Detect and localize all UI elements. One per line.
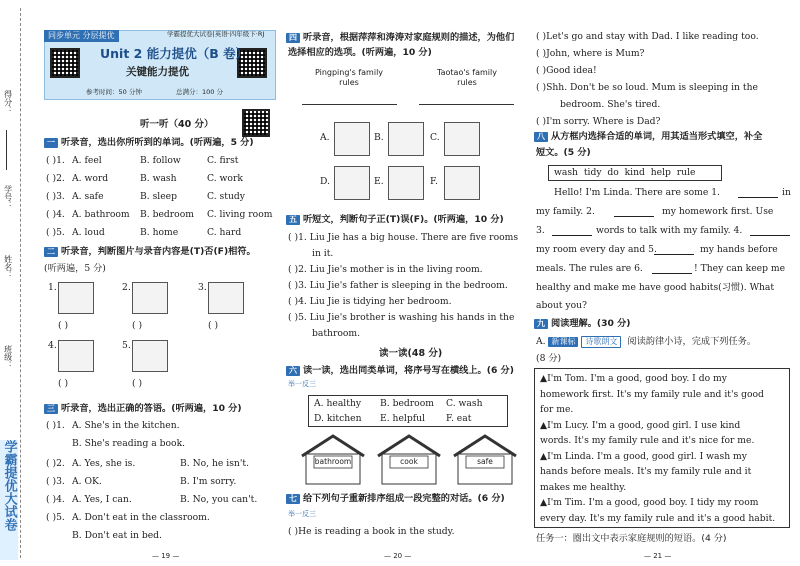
q6-house-label: bathroom <box>314 457 352 466</box>
page-19 <box>42 0 280 566</box>
q6-heading: 六 读一读，选出同类单词，将序号写在横线上。(6 分) <box>286 365 514 376</box>
q1-option-b: B. bedroom <box>140 209 194 220</box>
q1-option-c: C. work <box>207 173 243 184</box>
q1-heading: 一 听录音，选出你所听到的单词。(听两遍，5 分) <box>44 137 254 148</box>
poem-line: makes me healthy. <box>540 481 627 493</box>
q2-picture <box>58 282 94 314</box>
q3-option-a: A. Yes, I can. <box>72 494 132 505</box>
page-number-19: — 19 — <box>152 552 180 560</box>
q3-option-a: A. Don't eat in the classroom. <box>72 512 210 523</box>
q6-word: F. eat <box>446 413 472 424</box>
q3-row-num: ( )3. <box>46 476 65 487</box>
q1-option-a: A. loud <box>72 227 105 238</box>
q4-heading: 四 听录音，根据萍萍和涛涛对家庭规则的描述，为他们 <box>286 32 514 43</box>
listen-section-title: 听一听（40 分） <box>140 119 214 130</box>
q1-row-num: ( )4. <box>46 209 65 220</box>
q9a-score: (8 分) <box>536 353 562 364</box>
poem-line: words. It's my family rule and it's nice for me. <box>540 435 755 446</box>
q7-row: ( )I'm sorry. Where is Dad? <box>536 116 661 127</box>
brand-vertical: 学霸提优大试卷 <box>1 440 17 531</box>
q8-line-4-end: my hands before <box>700 244 778 255</box>
q8-blank-2[interactable] <box>614 216 654 217</box>
q8-line-1: Hello! I'm Linda. There are some 1. <box>554 187 720 198</box>
name-label: 姓名： <box>3 255 13 279</box>
q2-note: (听两遍，5 分) <box>44 263 106 274</box>
header-tag: 同步单元 分层提优 <box>44 30 119 42</box>
page-number-20: — 20 — <box>384 552 412 560</box>
q1-option-b: B. follow <box>140 155 181 166</box>
q2-picture <box>132 282 168 314</box>
q3-option-b: B. No, he isn't. <box>180 458 249 469</box>
q6-word: C. wash <box>446 398 483 409</box>
q1-option-c: C. first <box>207 155 239 166</box>
q4-option-picture <box>388 122 424 156</box>
q5-row: bathroom. <box>312 328 361 339</box>
q8-line-5-end: ! They can keep me <box>694 263 786 274</box>
q7-row: ( )John, where is Mum? <box>536 48 645 59</box>
q8-line-6: healthy and make me have good habits(习惯). What <box>536 282 775 293</box>
poem-line: ▲I'm Tom. I'm a good, good boy. I do my <box>540 373 727 384</box>
q7-heading: 七 给下列句子重新排序组成一段完整的对话。(6 分) <box>286 493 505 504</box>
read-section-title: 读一读(48 分) <box>379 348 443 359</box>
q1-option-b: B. sleep <box>140 191 178 202</box>
poem-line: every day. It's my family rule and it's a good habit. <box>540 512 776 524</box>
q5-row: ( )5. Liu Jie's brother is washing his hands in the <box>288 312 515 323</box>
q6-house-label: cook <box>400 457 418 466</box>
q3-row-num: ( )2. <box>46 458 65 469</box>
q1-option-a: A. bathroom <box>72 209 130 220</box>
q8-line-2-end: my homework first. Use <box>662 206 774 217</box>
page-number-21: — 21 — <box>644 552 672 560</box>
q7-tag: 举一反三 <box>288 510 316 518</box>
q4-option-picture <box>388 166 424 200</box>
q8-heading: 八 从方框内选择合适的单词，用其适当形式填空，补全 <box>534 131 762 142</box>
q2-answer-bracket[interactable]: ( ) <box>208 320 219 331</box>
q2-picture <box>208 282 244 314</box>
poem-line: for me. <box>540 404 574 415</box>
poem-line: ▲I'm Linda. I'm a good, good girl. I wash my <box>540 450 747 462</box>
score-note: 总满分：100 分 <box>176 88 223 96</box>
q3-option-a: A. She's in the kitchen. <box>72 420 180 431</box>
q3-row-num: ( )1. <box>46 420 65 431</box>
poem-line: ▲I'm Tim. I'm a good, good boy. I tidy my room <box>540 497 759 508</box>
q2-picture-label: 2. <box>122 282 131 293</box>
q7-row-1: ( )He is reading a book in the study. <box>288 526 455 537</box>
subtitle: 关键能力提优 <box>126 66 189 78</box>
page-20 <box>284 0 524 566</box>
q8-line-1-end: in <box>782 187 791 198</box>
q4-option-label: A. <box>320 132 330 143</box>
q6-tag: 举一反三 <box>288 380 316 388</box>
q8-blank-4[interactable] <box>750 235 790 236</box>
q8-line-2: my family. 2. <box>536 206 595 217</box>
q2-answer-bracket[interactable]: ( ) <box>132 378 143 389</box>
q2-picture-label: 3. <box>198 282 207 293</box>
q1-option-c: C. study <box>207 191 245 202</box>
q4-heading-2: 选择相应的选项。(听两遍，10 分) <box>288 47 432 58</box>
q2-heading: 二 听录音，判断图片与录音内容是(T)否(F)相符。 <box>44 246 256 257</box>
q3-heading: 三 听录音，选出正确的答语。(听两遍，10 分) <box>44 403 242 414</box>
q4-option-label: F. <box>430 176 438 187</box>
q2-answer-bracket[interactable]: ( ) <box>58 320 69 331</box>
q2-picture-label: 1. <box>48 282 57 293</box>
q3-option-b: B. No, you can't. <box>180 494 258 505</box>
q6-word: A. healthy <box>314 398 362 409</box>
page-21 <box>532 0 794 566</box>
q4-option-label: E. <box>374 176 384 187</box>
q1-option-a: A. word <box>72 173 109 184</box>
q8-blank-3[interactable] <box>552 235 592 236</box>
q8-line-3: 3. <box>536 225 545 236</box>
q6-word: D. kitchen <box>314 413 362 424</box>
q8-line-7: about you? <box>536 300 587 311</box>
q1-option-a: A. feel <box>72 155 102 166</box>
q4-option-picture <box>334 122 370 156</box>
q8-blank-6[interactable] <box>652 273 692 274</box>
q7-row: ( )Shh. Don't be so loud. Mum is sleeping in the <box>536 82 758 93</box>
q3-row-num: ( )5. <box>46 512 65 523</box>
q1-row-num: ( )5. <box>46 227 65 238</box>
q8-line-5: meals. The rules are 6. <box>536 263 643 274</box>
score-label: 得分： <box>3 90 13 114</box>
q4-option-picture <box>444 122 480 156</box>
q4-option-picture <box>334 166 370 200</box>
class-label: 班级： <box>3 345 13 369</box>
q7-row: ( )Let's go and stay with Dad. I like reading too. <box>536 31 759 42</box>
pingping-rules-label: Pingping's family rules <box>314 68 384 87</box>
q5-row: in it. <box>312 248 334 259</box>
q1-option-c: C. living room <box>207 209 273 220</box>
unit-title: Unit 2 能力提优（B 卷） <box>100 46 249 61</box>
q1-option-c: C. hard <box>207 227 242 238</box>
q9a-line: A. 新课标 诗歌朗文 阅读韵律小诗，完成下列任务。 <box>536 336 757 347</box>
q1-row-num: ( )1. <box>46 155 65 166</box>
q2-picture <box>132 340 168 372</box>
poem-line: homework first. It's my family rule and it's good <box>540 388 764 400</box>
cut-line <box>20 8 21 558</box>
q3-option-a: A. Yes, she is. <box>72 458 136 469</box>
q9-heading: 九 阅读理解。(30 分) <box>534 318 631 329</box>
q3-option-b: B. She's reading a book. <box>72 438 186 449</box>
q2-answer-bracket[interactable]: ( ) <box>58 378 69 389</box>
q4-option-picture <box>444 166 480 200</box>
taotao-rules-label: Taotao's family rules <box>437 68 497 87</box>
q2-answer-bracket[interactable]: ( ) <box>132 320 143 331</box>
q6-house-label: safe <box>477 457 493 466</box>
q8-line-3-end: words to talk with my family. 4. <box>596 225 743 236</box>
q7-row: bedroom. She's tired. <box>560 99 661 110</box>
q5-heading: 五 听短文，判断句子正(T)误(F)。(听两遍，10 分) <box>286 214 504 225</box>
q9-task-1: 任务一：圈出文中表示家庭规则的短语。(4 分) <box>536 533 727 544</box>
score-line <box>6 130 7 170</box>
q1-row-num: ( )3. <box>46 191 65 202</box>
q4-option-label: B. <box>374 132 384 143</box>
q5-row: ( )1. Liu Jie has a big house. There are five rooms <box>288 232 519 243</box>
q1-option-b: B. home <box>140 227 179 238</box>
q2-picture <box>58 340 94 372</box>
q8-blank-5[interactable] <box>654 254 694 255</box>
q8-word-bank-text: wash tidy do kind help rule <box>554 167 696 178</box>
q8-heading-2: 短文。(5 分) <box>536 147 591 158</box>
time-note: 参考时间：50 分钟 <box>86 88 142 96</box>
audio-qr-code[interactable] <box>242 109 270 137</box>
q8-line-4: my room every day and 5. <box>536 244 657 255</box>
q5-row: ( )2. Liu Jie's mother is in the living room. <box>288 264 483 275</box>
q4-option-label: D. <box>320 176 330 187</box>
q1-option-b: B. wash <box>140 173 177 184</box>
q5-row: ( )3. Liu Jie's father is sleeping in the bedroom. <box>288 280 508 291</box>
q3-option-a: A. OK. <box>72 476 102 487</box>
q3-option-b: B. Don't eat in bed. <box>72 530 162 541</box>
poem-line: hands before meals. It's my family rule and it <box>540 466 752 477</box>
q1-row-num: ( )2. <box>46 173 65 184</box>
q2-picture-label: 5. <box>122 340 131 351</box>
q3-row-num: ( )4. <box>46 494 65 505</box>
q5-row: ( )4. Liu Jie is tidying her bedroom. <box>288 296 452 307</box>
q7-row: ( )Good idea! <box>536 65 597 76</box>
q1-option-a: A. safe <box>72 191 104 202</box>
q8-blank-1[interactable] <box>738 197 778 198</box>
q6-word: E. helpful <box>380 413 425 424</box>
q6-word: B. bedroom <box>380 398 434 409</box>
q3-option-b: B. I'm sorry. <box>180 476 237 487</box>
id-label: 学号： <box>3 185 13 209</box>
poem-line: ▲I'm Lucy. I'm a good, good girl. I use kind <box>540 419 741 431</box>
q2-picture-label: 4. <box>48 340 57 351</box>
header-series: 学霸提优大试卷|英语·四年级下·RJ <box>167 30 265 38</box>
q4-option-label: C. <box>430 132 440 143</box>
binding-spine <box>0 0 42 566</box>
qr-code-left[interactable] <box>50 48 80 78</box>
